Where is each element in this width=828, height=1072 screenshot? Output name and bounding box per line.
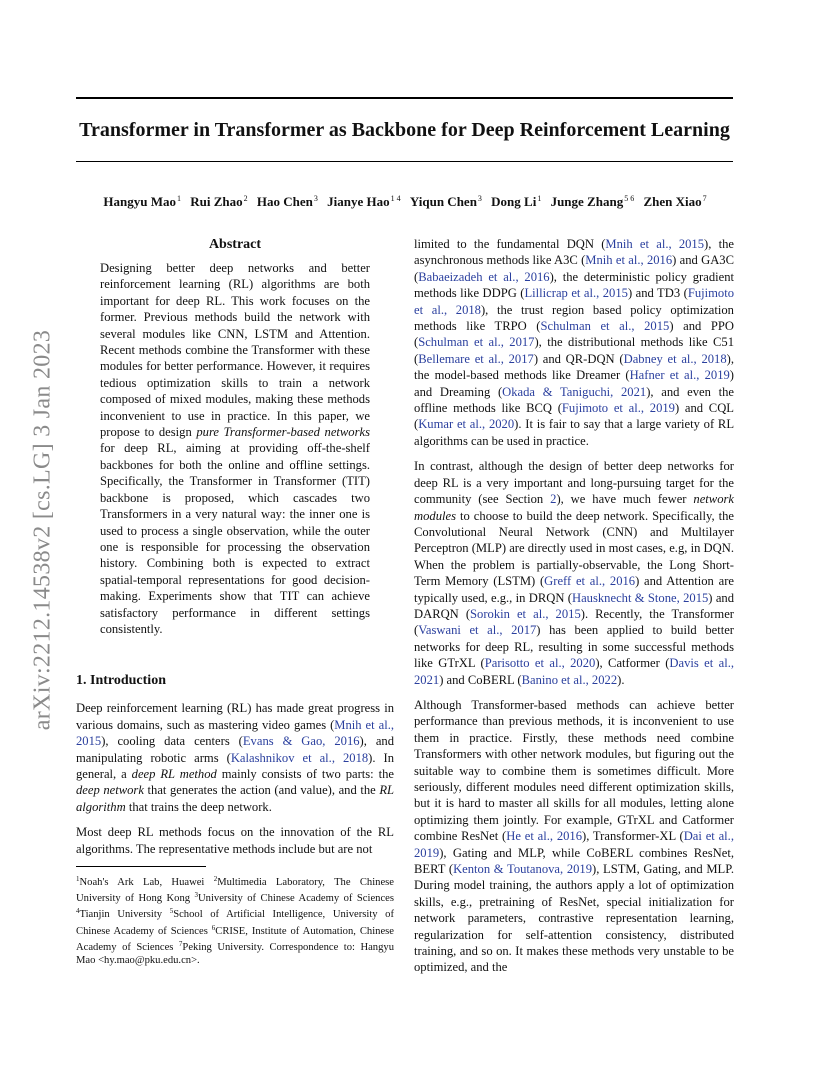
affiliation-mark: 1 — [176, 194, 181, 203]
text-run: ) and PPO ( — [414, 319, 734, 350]
affiliation-mark: 3 — [313, 194, 318, 203]
text-run: limited to the fundamental DQN ( — [414, 237, 606, 251]
author-name — [551, 194, 635, 209]
footnote-text: CRISE, Institute of Automation, Chinese Academy of Sciences — [76, 925, 394, 953]
text-run: ) and TD3 ( — [627, 286, 688, 301]
author-name-text: Dong Li — [491, 194, 537, 209]
citation-link[interactable]: Mnih et al., 2015 — [605, 237, 705, 251]
author-name — [257, 194, 318, 209]
citation-link[interactable]: Mnih et al., 2016 — [585, 253, 673, 268]
author-name-text: Hangyu Mao — [103, 194, 176, 209]
paper-title: Transformer in Transformer as Backbone for Deep Reinforcement Learning — [79, 119, 730, 141]
citation-link[interactable]: Fujimoto et al., 2018 — [414, 286, 735, 317]
text-run: ) and CQL ( — [414, 401, 734, 432]
title-bottom-rule — [76, 161, 733, 162]
emphasis: network modules — [414, 492, 734, 523]
text-run: ), Gating and MLP, while CoBERL combines ResNet, BERT ( — [414, 845, 734, 877]
text-run: ). — [617, 672, 625, 687]
citation-link[interactable]: Parisotto et al., 2020 — [484, 656, 596, 671]
citation-link[interactable]: Schulman et al., 2017 — [418, 335, 535, 350]
author-name-text: Hao Chen — [256, 194, 313, 209]
author-name — [491, 194, 541, 209]
footnote-mark: 3 — [194, 891, 199, 900]
abstract-emphasis: pure Transformer-based networks — [196, 425, 370, 440]
author-name-text: Rui Zhao — [190, 194, 243, 209]
footnote-text: Tianjin University — [79, 909, 170, 921]
citation-link[interactable]: 2 — [550, 492, 557, 507]
affiliation-mark: 1 — [537, 194, 542, 203]
footnote-mark: 1 — [76, 875, 80, 883]
top-rule — [76, 97, 733, 99]
intro-paragraph-2: Most deep RL methods focus on the innovation of the RL algorithms. The representative methods include but are not — [76, 825, 394, 856]
citation-link[interactable]: Evans & Gao, 2016 — [242, 734, 360, 749]
section-heading-introduction: 1. Introduction — [76, 673, 166, 689]
emphasis: deep network — [76, 783, 144, 798]
text-run: ). In general, a — [76, 750, 395, 781]
text-run: ) and Attention are typically used, e.g., in DRQN ( — [414, 574, 734, 605]
footnote-text: Peking University. Correspondence to: Hangyu Mao <hy.mao@pku.edu.cn>. — [76, 941, 394, 967]
footnote-text: University of Chinese Academy of Sciences — [198, 893, 394, 905]
affiliation-mark: 5 6 — [624, 194, 635, 203]
text-run: ), cooling data centers ( — [101, 734, 243, 749]
affiliation-mark: 1 4 — [390, 194, 401, 203]
text-run: that trains the deep network. — [125, 799, 272, 814]
citation-link[interactable]: He et al., 2016 — [506, 829, 583, 844]
intro-paragraph-1 — [76, 700, 394, 815]
abstract-part-1: Designing better deep networks and better reinforcement learning (RL) algorithms are both important for deep RL. This work focuses on the former. Previous methods build the network with several modules like CNN, LSTM and Attention. Recent methods combine the Transformer with these modules for better performance. However, it requires tedious optimization skills to train a network composed of mixed modules, making these methods inconvenient to use in practice. In this paper, we propose to design — [100, 261, 370, 440]
footnote-text: School of Artificial Intelligence, University of Chinese Academy of Sciences — [76, 909, 395, 937]
text-run: ), the deterministic policy gradient methods like DDPG ( — [414, 269, 735, 301]
footnote-rule — [76, 866, 206, 867]
text-run: ), the distributional methods like C51 ( — [414, 335, 734, 366]
author-name-text: Zhen Xiao — [643, 194, 702, 209]
citation-link[interactable]: Kenton & Toutanova, 2019 — [453, 862, 593, 877]
abstract-body — [100, 260, 370, 637]
text-run: ), and even the offline methods like BCQ ( — [414, 384, 734, 416]
citation-link[interactable]: Sorokin et al., 2015 — [470, 606, 581, 621]
text-run: ), the model-based methods like Dreamer ( — [414, 351, 734, 383]
citation-link[interactable]: Okada & Taniguchi, 2021 — [502, 384, 647, 399]
text-run: ), LSTM, Gating, and MLP. During model training, the authors apply a lot of optimization skills, e.g., pretraining of ResNet, special initialization for network parameters, contrastive representation learning, regularization for self-attention consistency, distributed training, and so on. It makes these methods very unstable to be optimized, and the — [414, 862, 734, 975]
left-column — [76, 236, 394, 967]
emphasis: deep RL method — [131, 766, 217, 781]
affiliation-mark: 3 — [477, 194, 482, 203]
citation-link[interactable]: Lillicrap et al., 2015 — [524, 286, 628, 301]
author-name-text: Yiqun Chen — [409, 194, 477, 209]
citation-link[interactable]: Dabney et al., 2018 — [623, 351, 727, 366]
text-run: ) and DARQN ( — [414, 590, 735, 621]
footnote-mark: 6 — [211, 923, 216, 932]
author-list — [60, 190, 750, 211]
citation-link[interactable]: Fujimoto et al., 2019 — [561, 401, 675, 416]
abstract-heading: Abstract — [208, 237, 262, 252]
text-run: ), the asynchronous methods like A3C ( — [414, 237, 734, 268]
citation-link[interactable]: Greff et al., 2016 — [544, 574, 636, 589]
text-run: ) has been applied to build better networks for deep RL, resulting in some successful methods like GTrXL ( — [414, 623, 734, 671]
footnote-text: Multimedia Laboratory, The Chinese University of Hong Kong — [76, 877, 394, 905]
citation-link[interactable]: Hafner et al., 2019 — [629, 368, 730, 383]
citation-link[interactable]: Kumar et al., 2020 — [418, 417, 515, 432]
author-name — [190, 194, 247, 209]
citation-link[interactable]: Hausknecht & Stone, 2015 — [572, 590, 709, 605]
citation-link[interactable]: Davis et al., 2021 — [414, 656, 735, 687]
footnote-mark: 7 — [178, 939, 183, 948]
text-run: mainly consists of two parts: the — [216, 766, 394, 781]
citation-link[interactable]: Mnih et al., 2015 — [76, 717, 394, 749]
citation-link[interactable]: Babaeizadeh et al., 2016 — [418, 269, 550, 284]
affiliation-footnote — [76, 873, 394, 967]
text-run: ) and CoBERL ( — [439, 672, 522, 687]
citation-link[interactable]: Kalashnikov et al., 2018 — [230, 750, 369, 765]
citation-link[interactable]: Dai et al., 2019 — [414, 829, 734, 860]
right-column — [414, 236, 734, 985]
emphasis: RL algorithm — [76, 783, 395, 814]
text-run: ), we have much fewer — [556, 492, 694, 507]
footnote-mark: 4 — [76, 907, 80, 916]
author-name — [327, 194, 400, 209]
text-run: Deep reinforcement learning (RL) has made great progress in various domains, such as mastering video games ( — [76, 701, 394, 732]
footnote-mark: 5 — [169, 907, 174, 916]
text-run: ), and manipulating robotic arms ( — [76, 734, 395, 765]
citation-link[interactable]: Bellemare et al., 2017 — [418, 351, 534, 366]
citation-link[interactable]: Banino et al., 2022 — [521, 672, 618, 687]
author-name — [410, 194, 482, 209]
author-name — [643, 194, 706, 209]
arxiv-identifier: arXiv:2212.14538v2 [cs.LG] 3 Jan 2023 — [29, 329, 56, 731]
related-paragraph-3 — [414, 697, 734, 976]
text-run: ), the trust region based policy optimization methods like TRPO ( — [414, 302, 734, 334]
text-run: ). Recently, the Transformer ( — [414, 606, 734, 638]
text-run: In contrast, although the design of better deep networks for deep RL is a very important and long-pursuing target for the community (see Section — [414, 459, 734, 507]
text-run: ), Transformer-XL ( — [582, 829, 684, 844]
text-run: to choose to build the deep network. Specifically, the Convolutional Neural Network (CNN) and Multilayer Perceptron (MLP) are directly used in most cases, e.g, in DQN. When the problem is partially-observable, the Long Short-Term Memory (LSTM) ( — [414, 508, 734, 589]
footnote-text: Noah's Ark Lab, Huawei — [79, 877, 214, 888]
text-run: ) and GA3C ( — [414, 253, 734, 284]
author-name — [103, 194, 181, 209]
footnote-mark: 2 — [213, 875, 218, 883]
citation-link[interactable]: Vaswani et al., 2017 — [418, 623, 537, 638]
related-paragraph-2 — [414, 458, 734, 688]
author-name-text: Junge Zhang — [550, 194, 624, 209]
text-run: that generates the action (and value), and the — [143, 783, 380, 798]
abstract-part-2: for deep RL, aiming at providing off-the-shelf backbones for both the online and offline settings. Specifically, the Transformer in Transformer (TIT) backbone is proposed, which cascades two Transformers in a very natural way: the inner one is used to process a single observation, while the outer one is responsible for processing the observation history. Combining both is expected to extract spatial-temporal representations for good decision-making. Experiments show that TIT can achieve satisfactory performance in different settings consistently. — [100, 441, 370, 636]
text-run: ) and QR-DQN ( — [533, 351, 624, 366]
text-run: Although Transformer-based methods can achieve better performance than previous methods, it is inconvenient to use them in practice. Firstly, these methods need combine Transformers with other network modules, but figuring out the suitable way to combine them is sometimes difficult. More seriously, different modules need different optimization skills, but it is hard to master all skills for all modules, letting alone optimizing them jointly. For example, GTrXL and Catformer combine ResNet ( — [414, 697, 734, 844]
citation-link[interactable]: Schulman et al., 2015 — [540, 319, 670, 334]
author-name-text: Jianye Hao — [327, 194, 390, 209]
related-paragraph-1 — [414, 236, 734, 449]
affiliation-mark: 7 — [702, 194, 707, 203]
text-run: ). It is fair to say that a large variety of RL algorithms can be used in practice. — [414, 417, 735, 448]
affiliation-mark: 2 — [243, 194, 248, 203]
text-run: ) and Dreaming ( — [414, 368, 734, 399]
text-run: ), Catformer ( — [595, 656, 670, 671]
